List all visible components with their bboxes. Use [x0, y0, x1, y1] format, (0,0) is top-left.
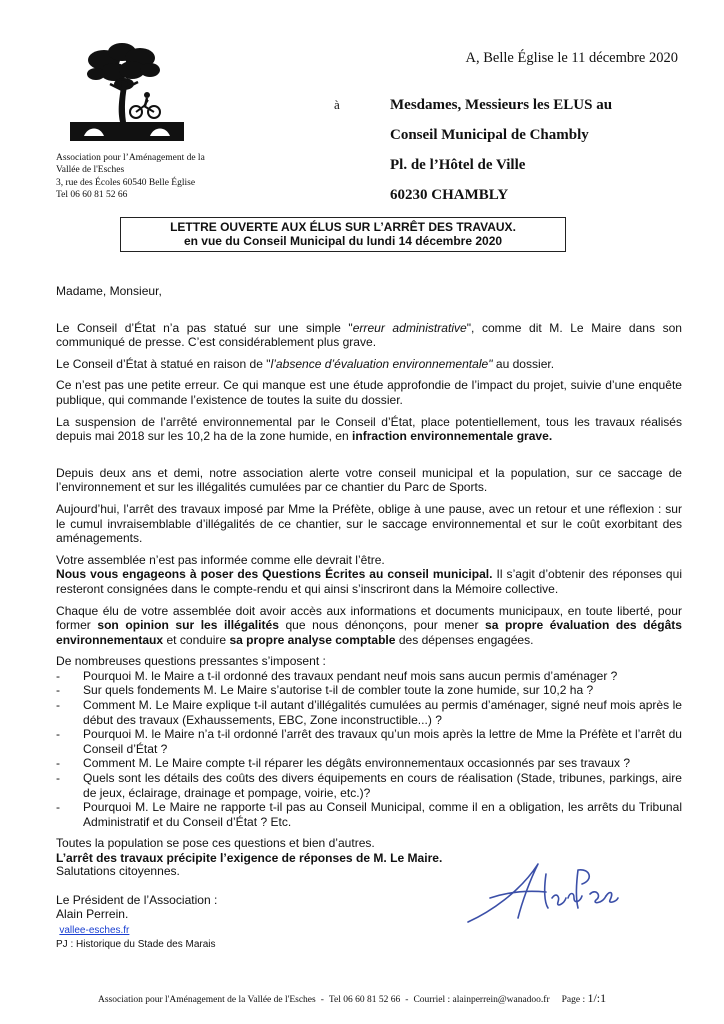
sender-line: 3, rue des Écoles 60540 Belle Église [56, 177, 196, 188]
signoff-block [56, 864, 376, 953]
signer-role: Le Président de l’Association : [56, 892, 218, 907]
letter-title: LETTRE OUVERTE AUX ÉLUS SUR L’ARRÊT DES TRAVAUX. [170, 220, 516, 234]
footer-page-number: 1/:1 [587, 991, 607, 1005]
letter-title-box [120, 217, 566, 252]
sender-line: Vallée de l'Esches [56, 165, 125, 176]
paragraph: Chaque élu de votre assemblée doit avoir accès aux informations et documents municipaux, en toute liberté, pour former son opinion sur les illégalités que nous dénonçons, pour mener sa propre évaluation des dégâts environnementaux et conduire sa propre analyse comptable des dépenses engagées. [56, 603, 683, 647]
tree-bridge-cyclist-logo [62, 40, 192, 150]
recipient-line: Conseil Municipal de Chambly [390, 127, 589, 143]
paragraph: Ce n’est pas une petite erreur. Ce qui manque est une étude approfondie de l’impact du projet, suivie d’une enquête publique, qui commande l’existence de toutes la suite du dossier. [56, 378, 682, 407]
paragraph: Le Conseil d’État n’a pas statué sur une simple "erreur administrative", comme dit M. Le Maire dans son communiqué de presse. C’est considérablement plus grave. [56, 320, 682, 350]
handwritten-signature [460, 852, 620, 932]
footer-email: Courriel : alainperrein@wanadoo.fr [413, 995, 550, 1005]
paragraph: Le Conseil d’État à statué en raison de "l’absence d’évaluation environnementale" au dossier. [56, 356, 555, 371]
list-item: - Pourquoi M. le Maire n’a t-il ordonné l’arrêt des travaux qu’un mois après la lettre de Mme la Préfète et l’arrêt du Conseil d’État ? [56, 727, 682, 756]
questions-intro: De nombreuses questions pressantes s’imposent : [56, 654, 326, 669]
salutation: Madame, Monsieur, [56, 284, 162, 298]
list-item: - Comment M. Le Maire compte t-il réparer les dégâts environnementaux occasionnés par ses travaux ? [56, 756, 682, 771]
sender-line: Tel 06 60 81 52 66 [56, 189, 128, 200]
list-item: - Sur quels fondements M. Le Maire s’autorise t-il de combler toute la zone humide, sur 10,2 ha ? [56, 683, 682, 698]
attachment-note: PJ : Historique du Stade des Marais [56, 939, 216, 951]
greeting: Salutations citoyennes. [56, 864, 180, 878]
paragraph: Votre assemblée n’est pas informée comme elle devrait l’être. Nous vous engageons à poser des Questions Écrites au conseil municipal. Il s’agit d’obtenir des réponses qui resteront consignées dans le compte-rendu et qui ainsi s’inscriront dans la Mémoire collective. [56, 552, 682, 596]
footer-page-label: Page : [561, 995, 586, 1005]
paragraph: La suspension de l’arrêté environnemental par le Conseil d’État, place potentiellement, tous les travaux réalisés depuis mai 2018 sur les 10,2 ha de la zone humide, en infraction environnementale grave. [56, 414, 682, 444]
page-footer: Association pour l'Aménagement de la Vallée de l'Esches - Tel 06 60 81 52 66 - Courriel : alainperrein@wanadoo.fr Page : 1/:1 [98, 991, 607, 1005]
recipient-line: 60230 CHAMBLY [390, 187, 509, 203]
list-item: - Pourquoi M. le Maire a t-il ordonné des travaux pendant neuf mois sans aucun permis d’aménager ? [56, 669, 682, 684]
paragraph: Depuis deux ans et demi, notre association alerte votre conseil municipal et la population, sur ce saccage de l’environnement et sur les illégalités cumulées par ce chantier du Parc de Sports. [56, 465, 682, 495]
footer-org: Association pour l'Aménagement de la Vallée de l'Esches [98, 995, 316, 1005]
date-line: A, Belle Église le 11 décembre 2020 [465, 50, 678, 66]
closing: Toutes la population se pose ces questions et bien d’autres. L’arrêt des travaux précipite l’exigence de réponses de M. Le Maire. [56, 836, 443, 865]
list-item: - Comment M. Le Maire explique t-il autant d’illégalités cumulées au permis d’aménager, signé neuf mois après le début des travaux (Exhaussements, EBC, Zone inconstructible...) ? [56, 698, 682, 727]
recipient-line: Pl. de l’Hôtel de Ville [390, 157, 526, 173]
paragraph: Aujourd’hui, l’arrêt des travaux imposé par Mme la Préfète, oblige à une pause, avec un retour et une réflexion : sur le cumul invraisemblable d’illégalités de ce chantier, sur le saccage environnemental et sur le coût exorbitant des aménagements. [56, 501, 682, 546]
list-item: - Pourquoi M. Le Maire ne rapporte t-il pas au Conseil Municipal, comme il en a obligation, les arrêts du Tribunal Administratif et du Conseil d’État ? Etc. [56, 800, 682, 829]
footer-tel: Tel 06 60 81 52 66 [328, 995, 401, 1005]
sender-line: Association pour l’Aménagement de la [56, 153, 205, 163]
letter-body [56, 284, 682, 866]
signer-name: Alain Perrein. [56, 907, 129, 922]
list-item: - Quels sont les détails des coûts des divers équipements en cours de réalisation (Stade, tribunes, parkings, aire de jeux, éclairage, drainage et pompage, voirie, etc.)? [56, 771, 682, 800]
sender-address [56, 152, 246, 201]
to-prefix: à [334, 97, 340, 112]
questions-list [56, 669, 682, 830]
recipient-line: Mesdames, Messieurs les ELUS au [390, 97, 613, 113]
website-link[interactable]: vallee-esches.fr [59, 924, 130, 936]
letter-subtitle: en vue du Conseil Municipal du lundi 14 décembre 2020 [183, 234, 503, 248]
